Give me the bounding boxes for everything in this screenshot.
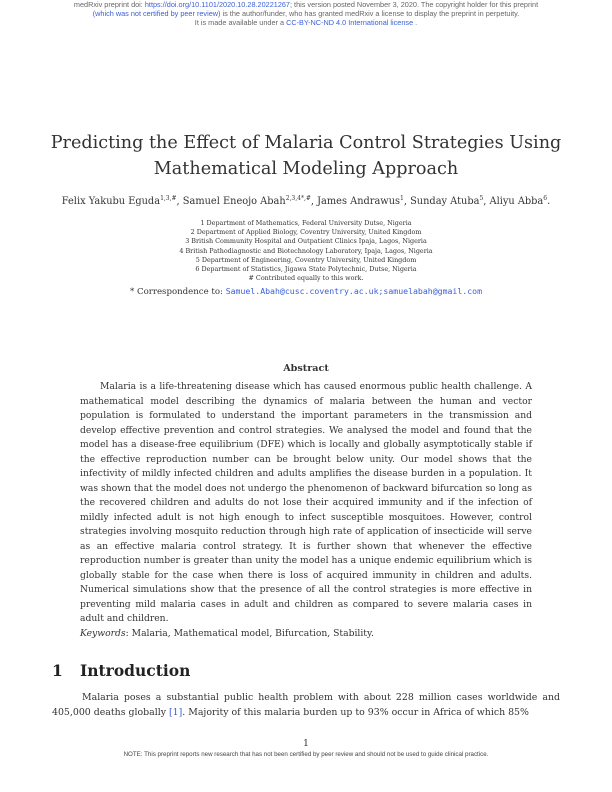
contribution-note: # Contributed equally to this work. xyxy=(248,274,364,283)
correspondence-line: * Correspondence to: Samuel.Abah@cusc.coventry.ac.uk;samuelabah@gmail.com xyxy=(129,286,483,297)
paper-title-line-1: Predicting the Effect of Malaria Control Strategies Using xyxy=(50,133,562,153)
affiliation-item: 2 Department of Applied Biology, Coventry University, United Kingdom xyxy=(190,228,422,237)
keywords-line: Keywords: Malaria, Mathematical model, Bifurcation, Stability. xyxy=(80,628,374,639)
preprint-note: NOTE: This preprint reports new research that has not been certified by peer review and should not be used to guide clinical practice. xyxy=(123,751,489,758)
section-heading xyxy=(52,661,190,680)
paper-title-line-2: Mathematical Modeling Approach xyxy=(153,159,459,179)
peer-review-link[interactable]: (which was not certified by peer review) xyxy=(92,9,221,18)
abstract-text: Malaria is a life-threatening disease which has caused enormous public health challenge. A mathematical model describing the dynamics of malaria between the human and vector population is formulated to understand the important parameters in the transmission and develop effective prevention and control strategies. We analysed the model and found that the model has a disease-free equilibrium (DFE) which is locally and globally asymptotically stable if the effective reproduction number can be brought below unity. Our model shows that the infectivity of mildly infected children and adults amplifies the disease burden in a population. It was shown that the model does not undergo the phenomenon of backward bifurcation so long as the recovered children and adults do not lose their acquired immunity and if the infection of mildly infected adult is not high enough to infect susceptible mosquitoes. However, control strategies involving mosquito reduction through high rate of application of insecticide will serve as an effective malaria control strategy. It is further shown that whenever the effective reproduction number is greater than unity the model has a unique endemic equilibrium which is globally stable for the case when there is loss of acquired immunity in children and adults. Numerical simulations show that the presence of all the control strategies is more effective in preventing mild malaria cases in adult and children as compared to severe malaria cases in adult and children. xyxy=(80,381,532,624)
affiliation-item: 6 Department of Statistics, Jigawa State Polytechnic, Dutse, Nigeria xyxy=(195,265,417,274)
section-number: 1 xyxy=(52,661,63,680)
paper-title xyxy=(0,130,612,182)
affiliation-item: 3 British Community Hospital and Outpatient Clinics Ipaja, Lagos, Nigeria xyxy=(185,237,427,246)
author-name: Sunday Atuba xyxy=(410,196,480,207)
license-link[interactable]: CC-BY-NC-ND 4.0 International license xyxy=(286,18,414,27)
doi-link[interactable]: https://doi.org/10.1101/2020.10.28.20221267 xyxy=(144,0,290,9)
affiliation-item: 4 British Pathodiagnostic and Biotechnology Laboratory, Ipaja, Lagos, Nigeria xyxy=(179,246,433,255)
introduction-paragraph: Malaria poses a substantial public health problem with about 228 million cases worldwide and 405,000 deaths globally [1]. Majority of this malaria burden up to 93% occur in Africa of which 85% xyxy=(52,692,560,718)
author-name: Aliyu Abba xyxy=(489,196,544,207)
author-name: James Andrawus xyxy=(317,196,401,207)
author-name: Felix Yakubu Eguda xyxy=(61,196,161,207)
author-list: Felix Yakubu Eguda$^{1,3,\#}$, Samuel Eneojo Abah$^{2,3,4*,\#}$, James Andrawus$^1$, Sunday Atuba$^5$, Aliyu Abba$^6$. xyxy=(61,195,551,207)
citation-link[interactable]: [1] xyxy=(169,706,183,718)
email-links[interactable]: Samuel.Abah@cusc.coventry.ac.uk;samuelabah@gmail.com xyxy=(225,286,483,296)
preprint-header-line-1: medRxiv preprint doi: https://doi.org/10.1101/2020.10.28.20221267; this version posted November 3, 2020. The copyright holder for this preprint xyxy=(73,0,539,9)
affiliation-list xyxy=(0,219,612,283)
keywords-label: Keywords xyxy=(80,628,126,639)
page-number: 1 xyxy=(303,738,309,749)
abstract-heading: Abstract xyxy=(283,363,329,374)
affiliation-item: 1 Department of Mathematics, Federal University Dutse, Nigeria xyxy=(200,219,412,227)
affiliation-item: 5 Department of Engineering, Coventry University, United Kingdom xyxy=(195,255,417,264)
section-title: Introduction xyxy=(80,661,191,680)
preprint-header-line-2: (which was not certified by peer review) is the author/funder, who has granted medRxiv a license to display the preprint in perpetuity. xyxy=(92,9,520,18)
author-name: Samuel Eneojo Abah xyxy=(182,196,286,207)
preprint-header-line-3: It is made available under a CC-BY-NC-ND 4.0 International license . xyxy=(194,18,418,27)
